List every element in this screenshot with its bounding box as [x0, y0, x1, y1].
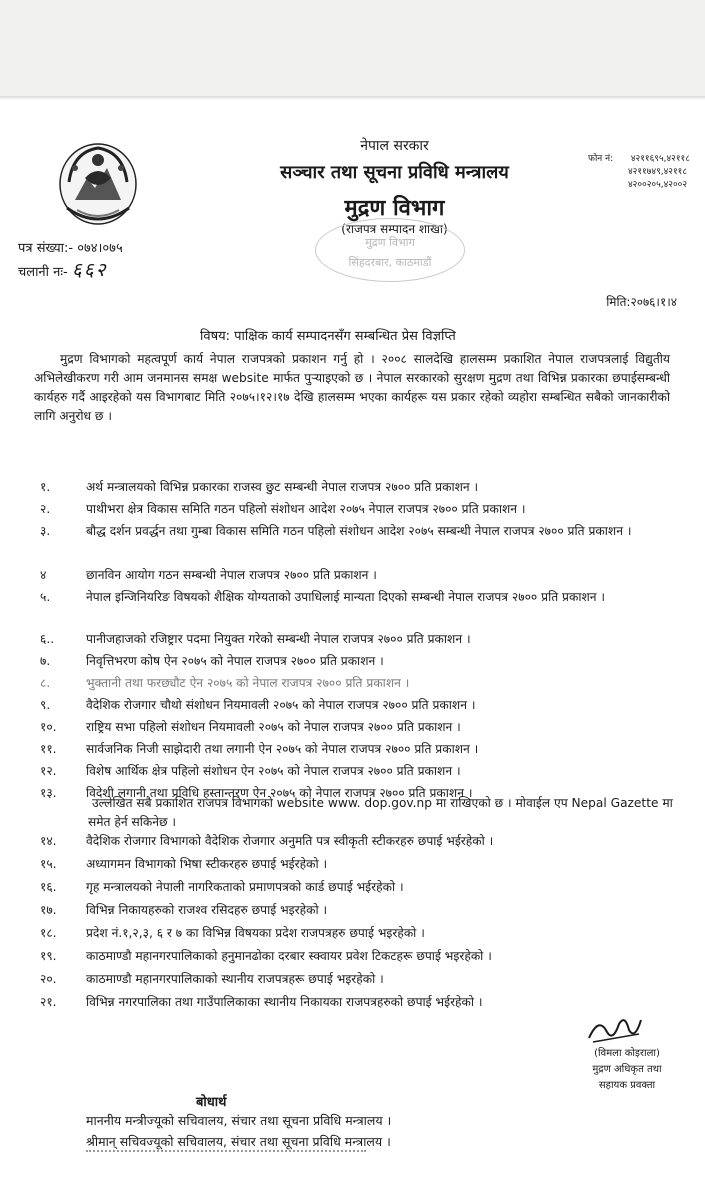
list-item [0, 901, 705, 924]
item-number: ९. [40, 698, 51, 712]
patra-label: पत्र संख्या:- [18, 241, 74, 256]
item-text: विभिन्न निकायहरुको राजश्व रसिदहरु छपाई भइरहेको । [86, 903, 328, 917]
list-item [0, 878, 705, 901]
item-text: अध्यागमन विभागको भिषा स्टीकरहरु छपाई भईरहेको । [86, 857, 328, 871]
item-text: विभिन्न नगरपालिका तथा गाउँपालिकाका स्थानीय निकायका राजपत्रहरुको छपाई भईरहेको । [86, 995, 483, 1009]
list-item [0, 762, 705, 784]
subject-line: विषय: पाक्षिक कार्य सम्पादनसँग सम्बन्धित प्रेस विज्ञप्ति [200, 329, 456, 344]
list-item [0, 674, 705, 696]
intro-paragraph: मुद्रण विभागको महत्वपूर्ण कार्य नेपाल राजपत्रको प्रकाशन गर्नु हो । २००८ सालदेखि हालसम्म प्रकाशित नेपाल राजपत्रलाई विद्युतीय अभिलेखीकरण गरी आम जनमानस समक्ष website मार्फत पुऱ्याइएको छ । नेपाल सरकारको सुरक्षण मुद्रण तथा विभिन्न प्रकारका छपाईसम्बन्धी कार्यहरु गर्दै आइरहेको यस विभागबाट मिति २०७५।१२।१७ देखि हालसम्म भएका कार्यहरू यस प्रकार रहेको व्यहोरा सम्बन्धित सबैको जानकारीको लागि अनुरोध छ । [34, 352, 670, 423]
list-item [0, 947, 705, 970]
list-item [0, 970, 705, 993]
item-text: विशेष आर्थिक क्षेत्र पहिलो संशोधन ऐन २०७५ को नेपाल राजपत्र २७०० प्रति प्रकाशन । [86, 764, 461, 778]
stamp-line: मुद्रण विभाग [365, 236, 415, 249]
list-item [0, 696, 705, 718]
item-number: १. [40, 480, 51, 494]
list-item [0, 500, 705, 522]
item-number: १७. [40, 903, 57, 917]
signatory-name: (विमला कोइराला) [594, 1048, 660, 1059]
item-number: १४. [40, 834, 57, 848]
signatory-block [572, 1046, 682, 1094]
phone-block [588, 153, 690, 192]
item-text: निवृत्तिभरण कोष ऐन २०७५ को नेपाल राजपत्र २७०० प्रति प्रकाशन । [86, 654, 384, 668]
item-number: ७. [40, 654, 51, 668]
item-text: वैदेशिक रोजगार विभागको वैदेशिक रोजगार अनुमति पत्र स्वीकृती स्टीकरहरु छपाई भईरहेको । [86, 834, 494, 848]
item-number: १३. [40, 786, 57, 800]
signatory-title: मुद्रण अधिकृत तथा [592, 1064, 662, 1075]
item-number: १६. [40, 880, 57, 894]
item-text: राष्ट्रिय सभा पहिलो संशोधन नियमावली २०७५ को नेपाल राजपत्र २७०० प्रति प्रकाशन । [86, 720, 461, 734]
paper-edge [0, 96, 705, 100]
cc-line: माननीय मन्त्रीज्यूको सचिवालय, संचार तथा सूचना प्रविधि मन्त्रालय । [86, 1113, 392, 1128]
item-text: गृह मन्त्रालयको नेपाली नागरिकताको प्रमाणपत्रको कार्ड छपाई भईरहेको । [86, 880, 404, 894]
office-stamp [315, 218, 465, 282]
item-number: ४ [40, 568, 47, 582]
item-number: ८. [40, 676, 51, 690]
item-text: काठमाण्डौ महानगरपालिकाको हनुमानढोका दरबार स्क्वायर प्रवेश टिकटहरू छपाई भइरहेको । [86, 949, 492, 963]
item-text: बौद्ध दर्शन प्रवर्द्धन तथा गुम्बा विकास समिति गठन पहिलो संशोधन आदेश २०७५ सम्बन्धी नेपाल राजपत्र २७०० प्रति प्रकाशन । [86, 524, 632, 538]
list-item [0, 522, 705, 562]
signatory-title: सहायक प्रवक्ता [598, 1080, 656, 1091]
item-number: ११. [40, 742, 57, 756]
patra-value: ०७४।०७५ [77, 241, 123, 256]
chalani-value: ६६२ [71, 259, 108, 281]
item-number: ३. [40, 524, 51, 538]
item-number: १०. [40, 720, 57, 734]
letter-number [18, 238, 123, 256]
item-number: १९. [40, 949, 57, 963]
cut-off-text [86, 1150, 366, 1158]
item-text: छानविन आयोग गठन सम्बन्धी नेपाल राजपत्र २७०० प्रति प्रकाशन । [86, 568, 377, 582]
government-name: नेपाल सरकार [360, 138, 429, 154]
printing-list [0, 832, 705, 1016]
section-name: (राजपत्र सम्पादन शाखा) [341, 222, 448, 236]
item-number: २१. [40, 995, 57, 1009]
item-text: वैदेशिक रोजगार चौथो संशोधन नियमावली २०७५ को नेपाल राजपत्र २७०० प्रति प्रकाशन । [86, 698, 476, 712]
item-number: ५. [40, 590, 51, 604]
item-text: पानीजहाजको रजिष्ट्रार पदमा नियुक्त गरेको सम्बन्धी नेपाल राजपत्र २७०० प्रति प्रकाशन । [86, 632, 471, 646]
item-text: काठमाण्डौ महानगरपालिकाको स्थानीय राजपत्रहरू छपाई भइरहेको । [86, 972, 384, 986]
item-number: १८. [40, 926, 57, 940]
item-text: अर्थ मन्त्रालयको विभिन्न प्रकारका राजस्व छुट सम्बन्धी नेपाल राजपत्र २७०० प्रति प्रकाशन । [86, 480, 479, 494]
phone-number: ४२११७४९,४२११८ [628, 167, 688, 177]
activity-list [0, 478, 705, 806]
department-name: मुद्रण विभाग [344, 196, 445, 221]
scan-top-margin [0, 0, 705, 98]
phone-label: फोन नं: [588, 154, 614, 164]
list-item [0, 740, 705, 762]
list-item [0, 718, 705, 740]
item-text: प्रदेश नं.१,२,३, ६ र ७ का विभिन्न विषयका प्रदेश राजपत्रहरु छपाई भइरहेको । [86, 926, 425, 940]
item-number: १५. [40, 857, 57, 871]
list-item [0, 652, 705, 674]
item-number: २०. [40, 972, 57, 986]
phone-number: ४२००२०५,४२००२ [628, 180, 688, 190]
cc-heading: बोधार्थ [196, 1095, 227, 1110]
cc-line: श्रीमान् सचिवज्यूको सचिवालय, संचार तथा सूचना प्रविधि मन्त्रालय । [86, 1134, 391, 1149]
chalani-label: चलानी नः- [18, 265, 68, 280]
phone-number: ४२११६९५,४२११८ [630, 154, 690, 164]
item-number: १२. [40, 764, 57, 778]
list-item [0, 855, 705, 878]
item-number: ६.. [40, 632, 55, 646]
list-item [0, 566, 705, 588]
signature-icon [585, 1012, 645, 1046]
list-item [0, 588, 705, 630]
item-text: पाथीभरा क्षेत्र विकास समिति गठन पहिलो संशोधन आदेश २०७५ नेपाल राजपत्र २७०० प्रति प्रकाशन । [86, 502, 526, 516]
item-number: २. [40, 502, 51, 516]
item-text: भुक्तानी तथा फरछ्यौट ऐन २०७५ को नेपाल राजपत्र २७०० प्रति प्रकाशन । [86, 676, 410, 690]
ministry-name: सञ्चार तथा सूचना प्रविधि मन्त्रालय [280, 162, 509, 183]
item-text: सार्वजनिक निजी साझेदारी तथा लगानी ऐन २०७५ को नेपाल राजपत्र २७०० प्रति प्रकाशन । [86, 742, 479, 756]
list-item [0, 924, 705, 947]
list-item [0, 832, 705, 855]
list-item [0, 478, 705, 500]
stamp-line: सिंहदरबार, काठमाडौं [348, 256, 432, 269]
dispatch-number [18, 256, 107, 282]
letter-date: मिति:२०७६।१।४ [606, 295, 677, 309]
website-note: उल्लेखित सबै प्रकाशित राजपत्र विभागको website www. dop.gov.np मा राखिएको छ । मोवाईल एप Nepal Gazette मा समेत हेर्न सकिनेछ । [88, 796, 673, 829]
list-item [0, 630, 705, 652]
item-text: नेपाल इन्जिनियरिङ विषयको शैक्षिक योग्यताको उपाधिलाई मान्यता दिएको सम्बन्धी नेपाल राजपत्र २७०० प्रति प्रकाशन । [86, 590, 606, 604]
item-text: विदेशी लगानी तथा प्रविधि हस्तान्तरण ऐन २०७५ को नेपाल राजपत्र २७०० प्रति प्रकाशन । [86, 786, 473, 800]
